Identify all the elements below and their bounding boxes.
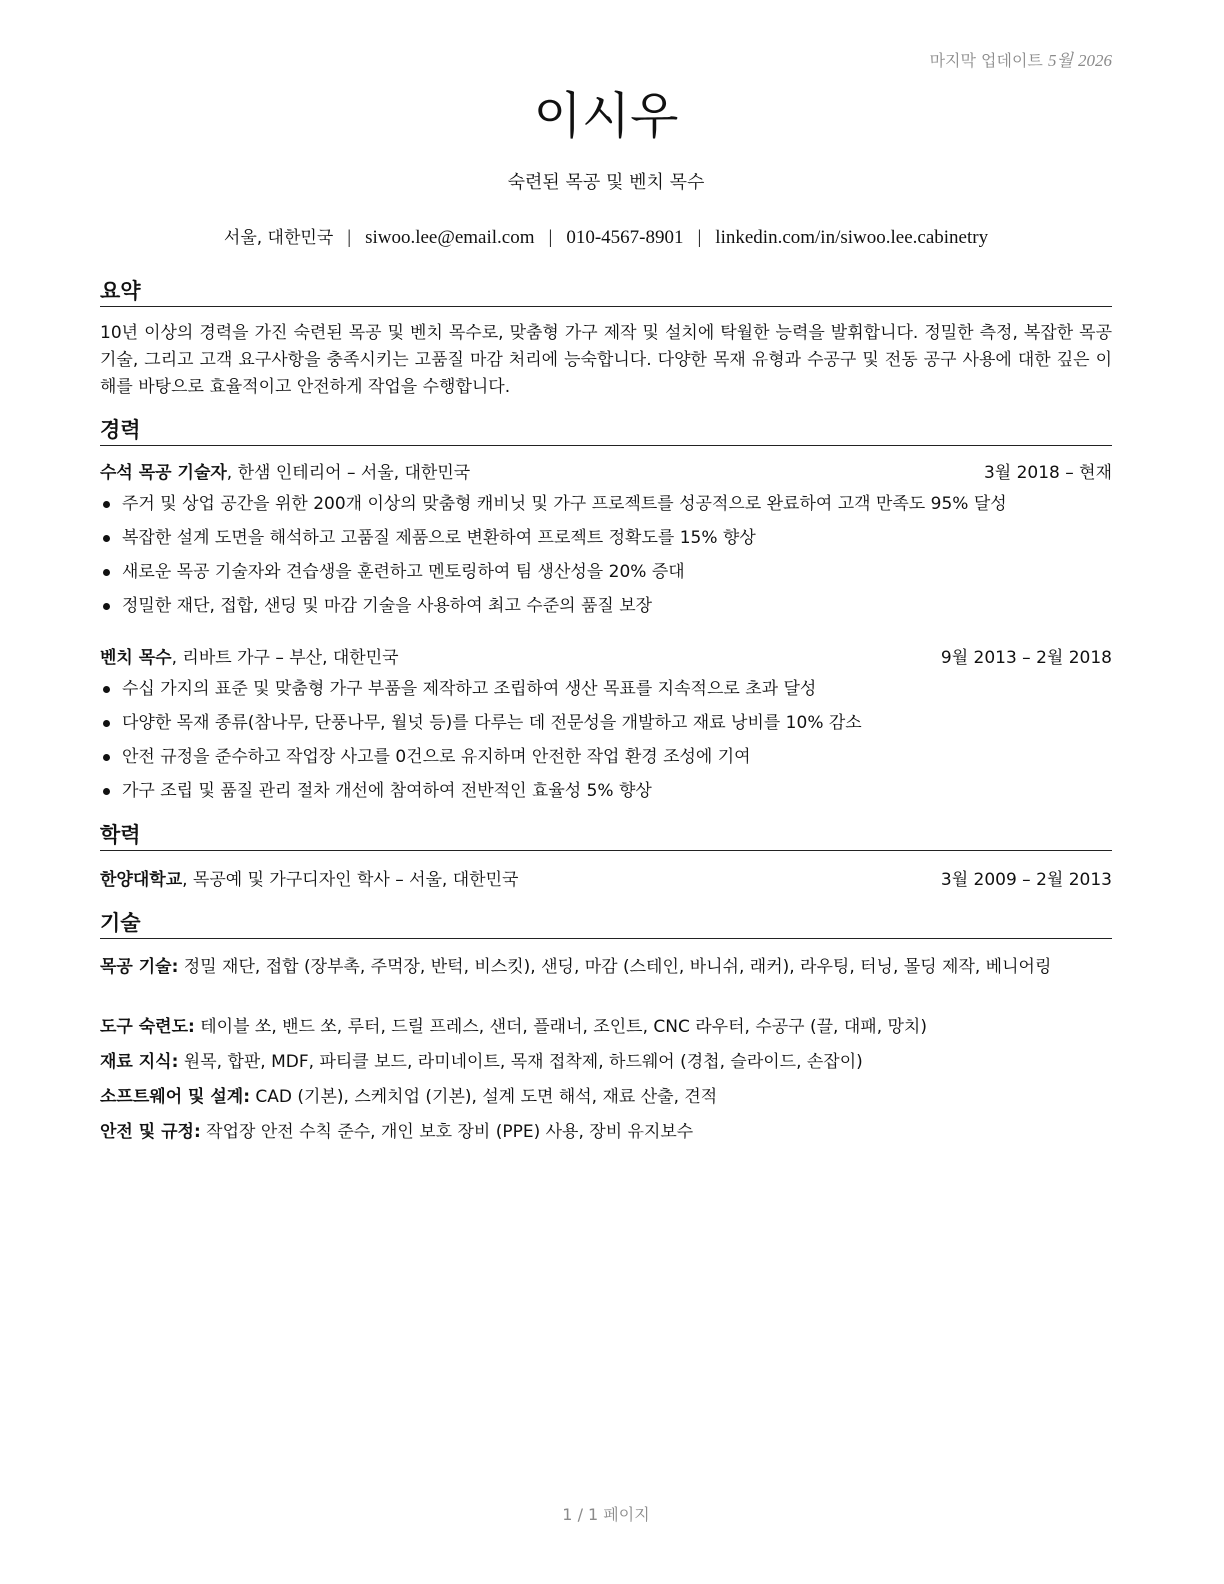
- list-item: 복잡한 설계 도면을 해석하고 고품질 제품으로 변환하여 프로젝트 정확도를 15% 향상: [100, 526, 1112, 560]
- updated-month: 5월: [1047, 51, 1073, 70]
- list-item: 정밀한 재단, 접합, 샌딩 및 마감 기술을 사용하여 최고 수준의 품질 보장: [100, 594, 1112, 628]
- job-header: [100, 646, 1112, 670]
- last-updated: 마지막 업데이트 5월 2026: [929, 51, 1112, 70]
- job-company: , 리바트 가구 – 부산, 대한민국: [171, 648, 399, 668]
- skill-item: [100, 1049, 1112, 1075]
- skill-label: 재료 지식:: [100, 1052, 179, 1072]
- candidate-tagline: 숙련된 목공 및 벤치 목수: [507, 172, 705, 193]
- skill-item: [100, 1084, 1112, 1110]
- section-title-skills: 기술: [100, 910, 1112, 939]
- job-header: [100, 461, 1112, 485]
- skill-text: CAD (기본), 스케치업 (기본), 설계 도면 해석, 재료 산출, 견적: [250, 1087, 718, 1107]
- education-detail: , 목공예 및 가구디자인 학사 – 서울, 대한민국: [182, 870, 519, 890]
- skill-text: 원목, 합판, MDF, 파티클 보드, 라미네이트, 목재 접착제, 하드웨어 (경첩, 슬라이드, 손잡이): [178, 1052, 863, 1072]
- contact-phone: 010-4567-8901: [566, 227, 684, 248]
- job-role: 수석 목공 기술자: [100, 463, 227, 483]
- contact-location: 서울, 대한민국: [223, 228, 334, 248]
- skill-item: [100, 954, 1112, 980]
- job-title-line: [100, 461, 470, 485]
- education-line: [100, 868, 518, 892]
- skill-label: 안전 및 규정:: [100, 1122, 201, 1142]
- education-date: 3월 2009 – 2월 2013: [940, 870, 1112, 890]
- skill-label: 소프트웨어 및 설계:: [100, 1087, 251, 1107]
- job-bullets: [100, 677, 1112, 813]
- list-item: 안전 규정을 준수하고 작업장 사고를 0건으로 유지하며 안전한 작업 환경 조성에 기여: [100, 745, 1112, 779]
- skill-label: 도구 숙련도:: [100, 1017, 195, 1037]
- job-role: 벤치 목수: [100, 648, 172, 668]
- list-item: 새로운 목공 기술자와 견습생을 훈련하고 멘토링하여 팀 생산성을 20% 증대: [100, 560, 1112, 594]
- resume-page: [100, 0, 1112, 1584]
- skill-text: 정밀 재단, 접합 (장부촉, 주먹장, 반턱, 비스킷), 샌딩, 마감 (스테인, 바니쉬, 래커), 라우팅, 터닝, 몰딩 제작, 베니어링: [178, 957, 1052, 977]
- job-bullets: [100, 492, 1112, 628]
- skill-item: [100, 1119, 1112, 1145]
- contact-separator: |: [697, 227, 702, 248]
- skill-item: [100, 1014, 1112, 1040]
- contact-separator: |: [347, 227, 352, 248]
- candidate-name: 이시우: [533, 87, 679, 145]
- updated-year: 2026: [1078, 51, 1112, 70]
- skill-label: 목공 기술:: [100, 957, 179, 977]
- contact-line: [100, 226, 1112, 250]
- list-item: 다양한 목재 종류(참나무, 단풍나무, 월넛 등)를 다루는 데 전문성을 개발하고 재료 낭비를 10% 감소: [100, 711, 1112, 745]
- skill-text: 작업장 안전 수칙 준수, 개인 보호 장비 (PPE) 사용, 장비 유지보수: [200, 1122, 694, 1142]
- education-entry: [100, 868, 1112, 892]
- job-company: , 한샘 인테리어 – 서울, 대한민국: [226, 463, 471, 483]
- summary-text: 10년 이상의 경력을 가진 숙련된 목공 및 벤치 목수로, 맞춤형 가구 제작 및 설치에 탁월한 능력을 발휘합니다. 정밀한 측정, 복잡한 목공 기술, 그리고 고객 요구사항을 충족시키는 고품질 마감 처리에 능숙합니다. 다양한 목재 유형과 수공구 및 전동 공구 사용에 대한 깊은 이해를 바탕으로 효율적이고 안전하게 작업을 수행합니다.: [100, 323, 1112, 397]
- list-item: 가구 조립 및 품질 관리 절차 개선에 참여하여 전반적인 효율성 5% 향상: [100, 779, 1112, 813]
- section-title-education: 학력: [100, 822, 1112, 851]
- contact-separator: |: [548, 227, 553, 248]
- list-item: 주거 및 상업 공간을 위한 200개 이상의 맞춤형 캐비닛 및 가구 프로젝트를 성공적으로 완료하여 고객 만족도 95% 달성: [100, 492, 1112, 526]
- list-item: 수십 가지의 표준 및 맞춤형 가구 부품을 제작하고 조립하여 생산 목표를 지속적으로 초과 달성: [100, 677, 1112, 711]
- job-date: 9월 2013 – 2월 2018: [940, 648, 1112, 668]
- job-date: 3월 2018 – 현재: [983, 463, 1112, 483]
- contact-email[interactable]: siwoo.lee@email.com: [365, 227, 535, 248]
- section-title-experience: 경력: [100, 417, 1112, 446]
- skill-text: 테이블 쏘, 밴드 쏘, 루터, 드릴 프레스, 샌더, 플래너, 조인트, CNC 라우터, 수공구 (끌, 대패, 망치): [194, 1017, 927, 1037]
- job-title-line: [100, 646, 399, 670]
- section-title-summary: 요약: [100, 278, 1112, 307]
- education-school: 한양대학교: [100, 870, 183, 890]
- page-number: 1 / 1 페이지: [562, 1505, 650, 1524]
- contact-linkedin[interactable]: linkedin.com/in/siwoo.lee.cabinetry: [715, 227, 989, 248]
